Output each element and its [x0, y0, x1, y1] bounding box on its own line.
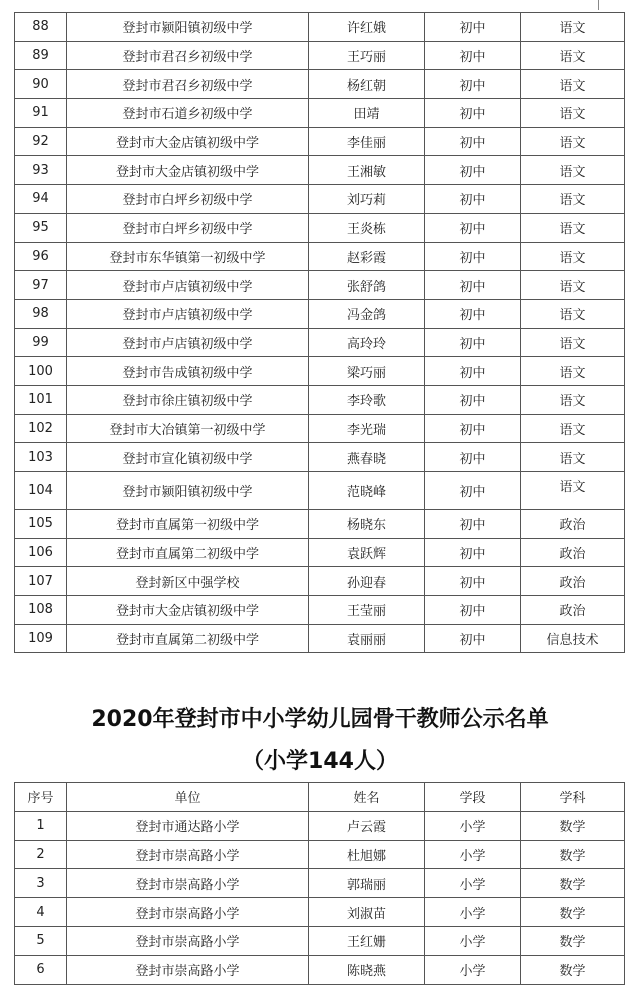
cell-no: 93 — [15, 156, 67, 185]
cell-name: 冯金鸽 — [309, 299, 425, 328]
cell-unit: 登封市直属第一初级中学 — [67, 510, 309, 539]
cell-subject: 政治 — [521, 596, 625, 625]
table-row — [15, 156, 625, 185]
cell-subject: 语文 — [521, 472, 625, 510]
cell-subject: 政治 — [521, 510, 625, 539]
cell-name: 李玲歌 — [309, 385, 425, 414]
cell-name: 陈晓燕 — [309, 955, 425, 984]
cell-subject: 语文 — [521, 213, 625, 242]
cell-name: 许红娥 — [309, 13, 425, 42]
cell-no: 95 — [15, 213, 67, 242]
cell-unit: 登封市石道乡初级中学 — [67, 99, 309, 128]
cell-name: 李佳丽 — [309, 127, 425, 156]
cell-name: 田靖 — [309, 99, 425, 128]
cell-stage: 小学 — [425, 840, 521, 869]
cell-subject: 语文 — [521, 328, 625, 357]
cell-no: 88 — [15, 13, 67, 42]
cell-stage: 小学 — [425, 811, 521, 840]
cell-unit: 登封市君召乡初级中学 — [67, 70, 309, 99]
cell-unit: 登封市白坪乡初级中学 — [67, 213, 309, 242]
cell-stage: 初中 — [425, 242, 521, 271]
cell-unit: 登封市通达路小学 — [67, 811, 309, 840]
table-row — [15, 624, 625, 653]
cell-no: 96 — [15, 242, 67, 271]
cell-stage: 初中 — [425, 443, 521, 472]
junior-teacher-table-body — [15, 13, 625, 653]
cell-unit: 登封市卢店镇初级中学 — [67, 271, 309, 300]
table-row — [15, 510, 625, 539]
cell-stage: 小学 — [425, 869, 521, 898]
table-row — [15, 926, 625, 955]
cell-no: 92 — [15, 127, 67, 156]
cell-name: 高玲玲 — [309, 328, 425, 357]
cell-no: 89 — [15, 41, 67, 70]
cell-subject: 语文 — [521, 385, 625, 414]
cell-name: 王炎栋 — [309, 213, 425, 242]
table-row — [15, 41, 625, 70]
cell-no: 108 — [15, 596, 67, 625]
cell-no: 103 — [15, 443, 67, 472]
table-row — [15, 898, 625, 927]
page-edge-mark — [598, 0, 599, 10]
cell-unit: 登封市君召乡初级中学 — [67, 41, 309, 70]
cell-name: 张舒鸽 — [309, 271, 425, 300]
header-no: 序号 — [15, 783, 67, 812]
cell-subject: 数学 — [521, 869, 625, 898]
header-subject: 学科 — [521, 783, 625, 812]
cell-name: 王红姗 — [309, 926, 425, 955]
cell-stage: 小学 — [425, 955, 521, 984]
header-name: 姓名 — [309, 783, 425, 812]
cell-name: 范晓峰 — [309, 472, 425, 510]
cell-stage: 初中 — [425, 299, 521, 328]
table-row — [15, 13, 625, 42]
cell-stage: 初中 — [425, 41, 521, 70]
cell-unit: 登封市卢店镇初级中学 — [67, 328, 309, 357]
cell-subject: 语文 — [521, 271, 625, 300]
cell-name: 王湘敏 — [309, 156, 425, 185]
cell-stage: 初中 — [425, 127, 521, 156]
table-row — [15, 271, 625, 300]
cell-unit: 登封市崇高路小学 — [67, 926, 309, 955]
cell-stage: 初中 — [425, 13, 521, 42]
table-row — [15, 840, 625, 869]
cell-name: 王莹丽 — [309, 596, 425, 625]
table-row — [15, 299, 625, 328]
table-row — [15, 99, 625, 128]
cell-unit: 登封市大金店镇初级中学 — [67, 127, 309, 156]
cell-name: 杨晓东 — [309, 510, 425, 539]
table-row — [15, 472, 625, 510]
table-row — [15, 538, 625, 567]
cell-no: 94 — [15, 185, 67, 214]
cell-unit: 登封市告成镇初级中学 — [67, 357, 309, 386]
cell-no: 91 — [15, 99, 67, 128]
cell-no: 109 — [15, 624, 67, 653]
cell-name: 郭瑞丽 — [309, 869, 425, 898]
cell-subject: 数学 — [521, 840, 625, 869]
cell-stage: 初中 — [425, 472, 521, 510]
cell-name: 袁跃辉 — [309, 538, 425, 567]
cell-subject: 数学 — [521, 898, 625, 927]
cell-no: 107 — [15, 567, 67, 596]
cell-stage: 初中 — [425, 357, 521, 386]
table-row — [15, 127, 625, 156]
cell-subject: 语文 — [521, 185, 625, 214]
cell-no: 3 — [15, 869, 67, 898]
header-stage: 学段 — [425, 783, 521, 812]
cell-stage: 初中 — [425, 596, 521, 625]
cell-unit: 登封市大金店镇初级中学 — [67, 156, 309, 185]
cell-subject: 数学 — [521, 955, 625, 984]
cell-stage: 初中 — [425, 414, 521, 443]
cell-name: 李光瑞 — [309, 414, 425, 443]
table-row — [15, 567, 625, 596]
cell-subject: 语文 — [521, 70, 625, 99]
table-row — [15, 596, 625, 625]
cell-subject: 语文 — [521, 41, 625, 70]
cell-no: 2 — [15, 840, 67, 869]
table-row — [15, 213, 625, 242]
cell-name: 卢云霞 — [309, 811, 425, 840]
table-row — [15, 357, 625, 386]
table-row — [15, 869, 625, 898]
cell-subject: 语文 — [521, 414, 625, 443]
cell-unit: 登封市崇高路小学 — [67, 955, 309, 984]
table-row — [15, 385, 625, 414]
cell-stage: 初中 — [425, 538, 521, 567]
cell-name: 刘巧莉 — [309, 185, 425, 214]
cell-unit: 登封市崇高路小学 — [67, 840, 309, 869]
table-row — [15, 328, 625, 357]
cell-subject: 语文 — [521, 357, 625, 386]
cell-name: 孙迎春 — [309, 567, 425, 596]
cell-unit: 登封市颍阳镇初级中学 — [67, 13, 309, 42]
header-unit: 单位 — [67, 783, 309, 812]
cell-stage: 小学 — [425, 898, 521, 927]
cell-no: 6 — [15, 955, 67, 984]
cell-unit: 登封市宣化镇初级中学 — [67, 443, 309, 472]
cell-name: 刘淑苗 — [309, 898, 425, 927]
cell-stage: 初中 — [425, 185, 521, 214]
cell-stage: 小学 — [425, 926, 521, 955]
cell-unit: 登封市直属第二初级中学 — [67, 624, 309, 653]
cell-stage: 初中 — [425, 70, 521, 99]
cell-stage: 初中 — [425, 328, 521, 357]
cell-name: 袁丽丽 — [309, 624, 425, 653]
cell-no: 98 — [15, 299, 67, 328]
cell-subject: 语文 — [521, 156, 625, 185]
cell-unit: 登封市白坪乡初级中学 — [67, 185, 309, 214]
cell-stage: 初中 — [425, 510, 521, 539]
cell-name: 王巧丽 — [309, 41, 425, 70]
primary-teacher-table — [14, 782, 625, 985]
table-header-row — [15, 783, 625, 812]
cell-stage: 初中 — [425, 624, 521, 653]
list-subtitle: （小学144人） — [242, 749, 398, 774]
cell-stage: 初中 — [425, 213, 521, 242]
cell-unit: 登封新区中强学校 — [67, 567, 309, 596]
table-row — [15, 242, 625, 271]
cell-unit: 登封市颍阳镇初级中学 — [67, 472, 309, 510]
cell-unit: 登封市大金店镇初级中学 — [67, 596, 309, 625]
cell-subject: 语文 — [521, 13, 625, 42]
cell-stage: 初中 — [425, 567, 521, 596]
cell-stage: 初中 — [425, 271, 521, 300]
cell-name: 杜旭娜 — [309, 840, 425, 869]
cell-no: 104 — [15, 472, 67, 510]
cell-no: 1 — [15, 811, 67, 840]
table-row — [15, 185, 625, 214]
cell-no: 5 — [15, 926, 67, 955]
cell-subject: 语文 — [521, 242, 625, 271]
cell-stage: 初中 — [425, 99, 521, 128]
cell-subject: 政治 — [521, 538, 625, 567]
table-row — [15, 414, 625, 443]
cell-no: 90 — [15, 70, 67, 99]
cell-name: 梁巧丽 — [309, 357, 425, 386]
cell-subject: 数学 — [521, 926, 625, 955]
table-row — [15, 811, 625, 840]
cell-no: 100 — [15, 357, 67, 386]
table-row — [15, 955, 625, 984]
cell-unit: 登封市崇高路小学 — [67, 869, 309, 898]
cell-name: 燕春晓 — [309, 443, 425, 472]
cell-subject: 信息技术 — [521, 624, 625, 653]
cell-no: 99 — [15, 328, 67, 357]
cell-unit: 登封市崇高路小学 — [67, 898, 309, 927]
cell-no: 102 — [15, 414, 67, 443]
cell-no: 4 — [15, 898, 67, 927]
cell-name: 赵彩霞 — [309, 242, 425, 271]
cell-subject: 政治 — [521, 567, 625, 596]
junior-teacher-table — [14, 12, 625, 653]
cell-unit: 登封市直属第二初级中学 — [67, 538, 309, 567]
primary-teacher-table-body — [15, 783, 625, 985]
cell-unit: 登封市卢店镇初级中学 — [67, 299, 309, 328]
table-row — [15, 70, 625, 99]
cell-no: 105 — [15, 510, 67, 539]
list-title: 2020年登封市中小学幼儿园骨干教师公示名单 — [91, 707, 549, 732]
cell-unit: 登封市徐庄镇初级中学 — [67, 385, 309, 414]
cell-unit: 登封市大冶镇第一初级中学 — [67, 414, 309, 443]
cell-subject: 数学 — [521, 811, 625, 840]
cell-no: 101 — [15, 385, 67, 414]
cell-subject: 语文 — [521, 127, 625, 156]
cell-no: 97 — [15, 271, 67, 300]
cell-subject: 语文 — [521, 299, 625, 328]
cell-unit: 登封市东华镇第一初级中学 — [67, 242, 309, 271]
table-row — [15, 443, 625, 472]
cell-stage: 初中 — [425, 156, 521, 185]
cell-name: 杨红朝 — [309, 70, 425, 99]
cell-subject: 语文 — [521, 99, 625, 128]
cell-no: 106 — [15, 538, 67, 567]
cell-stage: 初中 — [425, 385, 521, 414]
cell-subject: 语文 — [521, 443, 625, 472]
